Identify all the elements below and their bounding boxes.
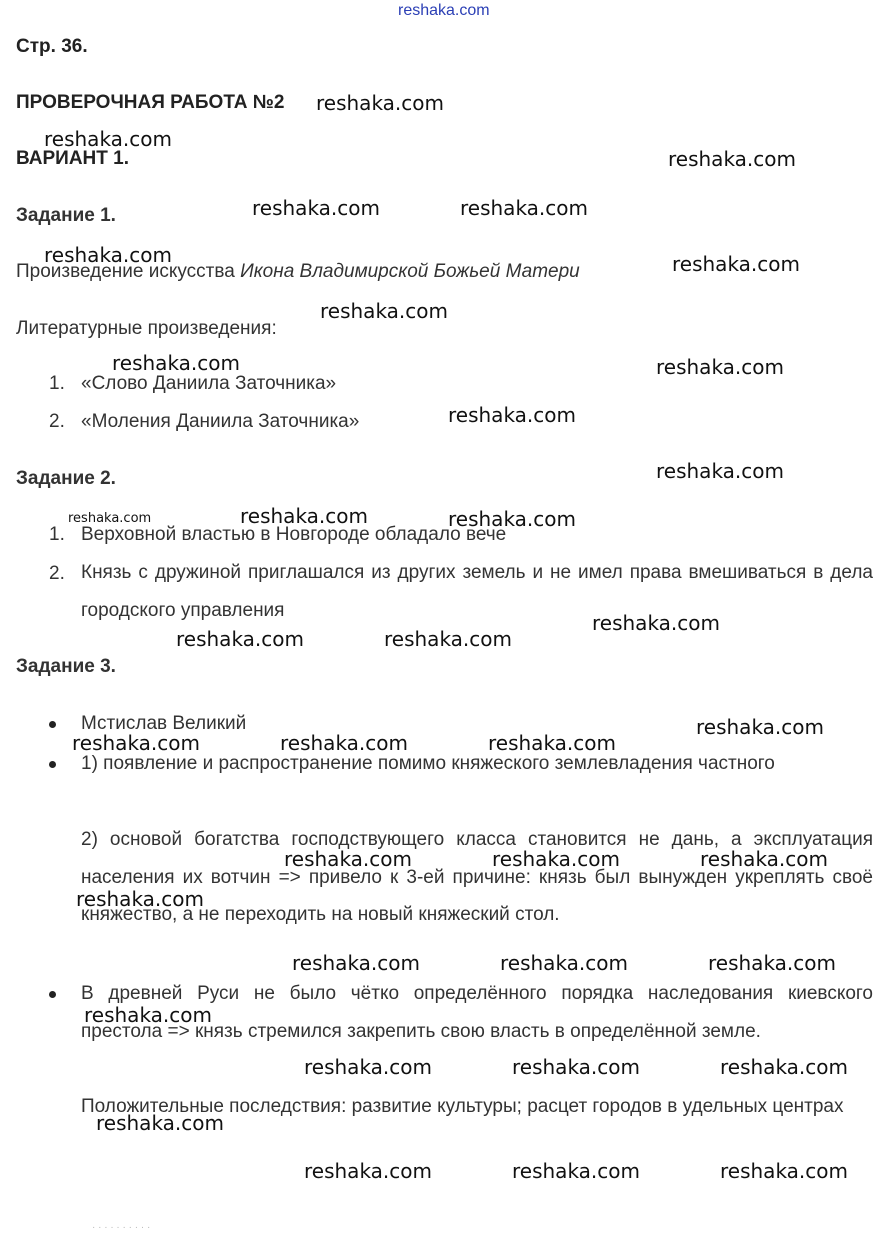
watermark: reshaka.com [448,507,576,531]
watermark: reshaka.com [700,847,828,871]
list-number: 2. [49,563,65,584]
watermark: reshaka.com [668,147,796,171]
bullet-paragraph: Положительные последствия: развитие культуры; расцет городов в удельных центрах [81,1096,844,1117]
watermark: reshaka.com [500,951,628,975]
art-title: Икона Владимирской Божьей Матери [240,261,580,282]
watermark: reshaka.com [656,355,784,379]
watermark: reshaka.com [112,351,240,375]
watermark: reshaka.com [720,1055,848,1079]
list-item: «Слово Даниила Заточника» [81,373,337,394]
task1-heading: Задание 1. [16,205,116,226]
list-item: «Моления Даниила Заточника» [81,411,360,432]
watermark: reshaka.com [44,127,172,151]
watermark: reshaka.com [492,847,620,871]
watermark: reshaka.com [292,951,420,975]
watermark: reshaka.com [460,196,588,220]
watermark: reshaka.com [488,731,616,755]
bullet-paragraph: 2) основой богатства господствующего класса становится не дань, а эксплуатация населения их вотчин => привело к 3-ей причине: князь был вынужден укреплять своё княжество, а не переходить на новый княжеский стол. [81,829,873,925]
watermark: reshaka.com [280,731,408,755]
watermark: reshaka.com [656,459,784,483]
watermark: reshaka.com [68,511,152,526]
bullet [49,761,56,768]
watermark: reshaka.com [592,611,720,635]
bullet-text: Мстислав Великий [81,713,247,734]
task2-heading: Задание 2. [16,468,116,489]
variant-heading: ВАРИАНТ 1. [16,148,129,169]
watermark: reshaka.com [512,1159,640,1183]
site-logo-top[interactable]: reshaka.com [398,2,490,19]
watermark: reshaka.com [448,403,576,427]
watermark: reshaka.com [304,1055,432,1079]
list-number: 2. [49,411,65,432]
watermark: reshaka.com [320,299,448,323]
watermark: reshaka.com [708,951,836,975]
watermark: reshaka.com [284,847,412,871]
list-number: 1. [49,524,65,545]
watermark: reshaka.com [384,627,512,651]
bullet-paragraph: В древней Руси не было чётко определённого порядка наследования киевского престола => князь стремился закрепить свою власть в определённой земле. [81,983,873,1042]
watermark: reshaka.com [316,91,444,115]
art-label: Произведение искусства [16,261,241,282]
list-item: Князь с дружиной приглашался из других земель и не имел права вмешиваться в дела городского управления [81,562,873,621]
watermark: reshaka.com [76,887,204,911]
watermark: reshaka.com [84,1003,212,1027]
watermark: reshaka.com [96,1111,224,1135]
watermark: reshaka.com [304,1159,432,1183]
watermark: reshaka.com [252,196,380,220]
list-number: 1. [49,373,65,394]
list-item: Верховной властью в Новгороде обладало вече [81,524,507,545]
work-title: ПРОВЕРОЧНАЯ РАБОТА №2 [16,92,285,113]
watermark: reshaka.com [720,1159,848,1183]
lit-label: Литературные произведения: [16,318,277,339]
page-number: Стр. 36. [16,36,88,57]
scan-artifact: · · · · · · · · · · [92,1222,151,1233]
bullet [49,721,56,728]
watermark: reshaka.com [44,243,172,267]
watermark: reshaka.com [240,504,368,528]
bullet-paragraph: 1) появление и распространение помимо княжеского землевладения частного [81,753,775,774]
watermark: reshaka.com [176,627,304,651]
watermark: reshaka.com [72,731,200,755]
watermark: reshaka.com [512,1055,640,1079]
task3-heading: Задание 3. [16,656,116,677]
watermark: reshaka.com [672,252,800,276]
bullet [49,991,56,998]
watermark: reshaka.com [696,715,824,739]
